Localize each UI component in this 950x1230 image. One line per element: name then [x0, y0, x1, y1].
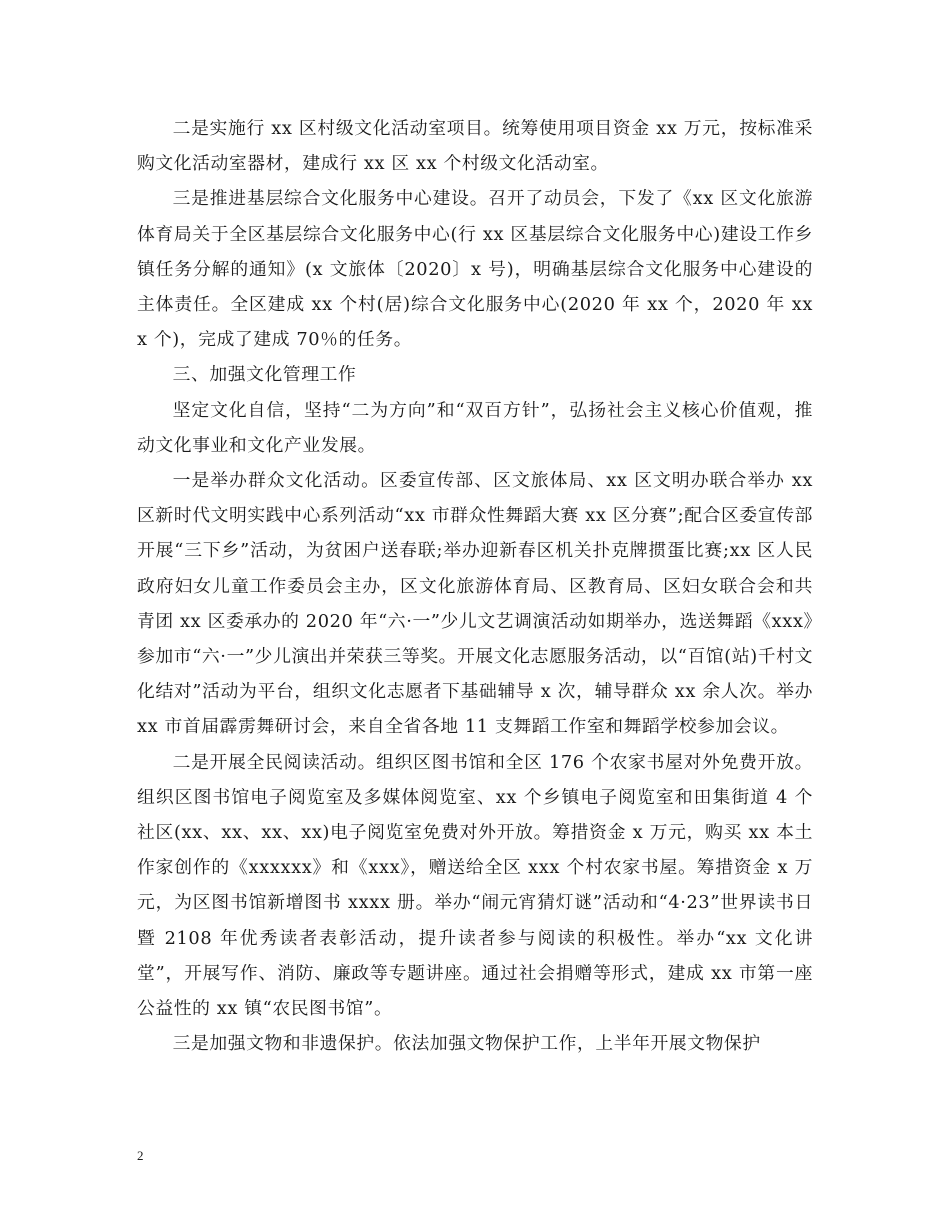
paragraph-mass-cultural-activities: 一是举办群众文化活动。区委宣传部、区文旅体局、xx 区文明办联合举办 xx 区新时代文明实践中心系列活动“xx 市群众性舞蹈大赛 xx 区分赛”;配合区委宣传部开展“三下乡”活动，为贫困户送春联;举办迎新春区机关扑克牌掼蛋比赛;xx 区人民政府妇女儿童工作委员会主办，区文化旅游体育局、区教育局、区妇女联合会和共青团 xx 区委承办的 2020 年“六·一”少儿文艺调演活动如期举办，选送舞蹈《xxx》参加市“六·一”少儿演出并荣获三等奖。开展文化志愿服务活动，以“百馆(站)千村文化结对”活动为平台，组织文化志愿者下基础辅导 x 次，辅导群众 xx 余人次。举办 xx 市首届霹雳舞研讨会，来自全省各地 11 支舞蹈工作室和舞蹈学校参加会议。	[137, 470, 813, 738]
paragraph-cultural-service-centers: 三是推进基层综合文化服务中心建设。召开了动员会，下发了《xx 区文化旅游体育局关于全区基层综合文化服务中心(行 xx 区基层综合文化服务中心)建设工作乡镇任务分解的通知》(x 文旅体〔2020〕x 号)，明确基层综合文化服务中心建设的主体责任。全区建成 xx 个村(居)综合文化服务中心(2020 年 xx 个，2020 年 xxx 个)，完成了建成 70％的任务。	[137, 188, 813, 351]
paragraph-cultural-confidence: 坚定文化自信，坚持“二为方向”和“双百方针”，弘扬社会主义核心价值观，推动文化事业和文化产业发展。	[137, 399, 813, 456]
page-number: 2	[137, 1148, 144, 1163]
paragraph-national-reading: 二是开展全民阅读活动。组织区图书馆和全区 176 个农家书屋对外免费开放。组织区图书馆电子阅览室及多媒体阅览室、xx 个乡镇电子阅览室和田集街道 4 个社区(xx、xx、xx、xx)电子阅览室免费对外开放。筹措资金 x 万元，购买 xx 本土作家创作的《xxxxxx》和《xxx》，赠送给全区 xxx 个村农家书屋。筹措资金 x 万元，为区图书馆新增图书 xxxx 册。举办“闹元宵猜灯谜”活动和“4·23”世界读书日暨 2108 年优秀读者表彰活动，提升读者参与阅读的积极性。举办“xx 文化讲堂”，开展写作、消防、廉政等专题讲座。通过社会捐赠等形式，建成 xx 市第一座公益性的 xx 镇“农民图书馆”。	[137, 751, 813, 1020]
section-heading-culture-management: 三、加强文化管理工作	[172, 364, 357, 386]
paragraph-heritage-protection: 三是加强文物和非遗保护。依法加强文物保护工作，上半年开展文物保护	[172, 1033, 761, 1055]
paragraph-village-activity-rooms: 二是实施行 xx 区村级文化活动室项目。统筹使用项目资金 xx 万元，按标准采购文化活动室器材，建成行 xx 区 xx 个村级文化活动室。	[137, 118, 813, 175]
document-page	[137, 111, 813, 1061]
